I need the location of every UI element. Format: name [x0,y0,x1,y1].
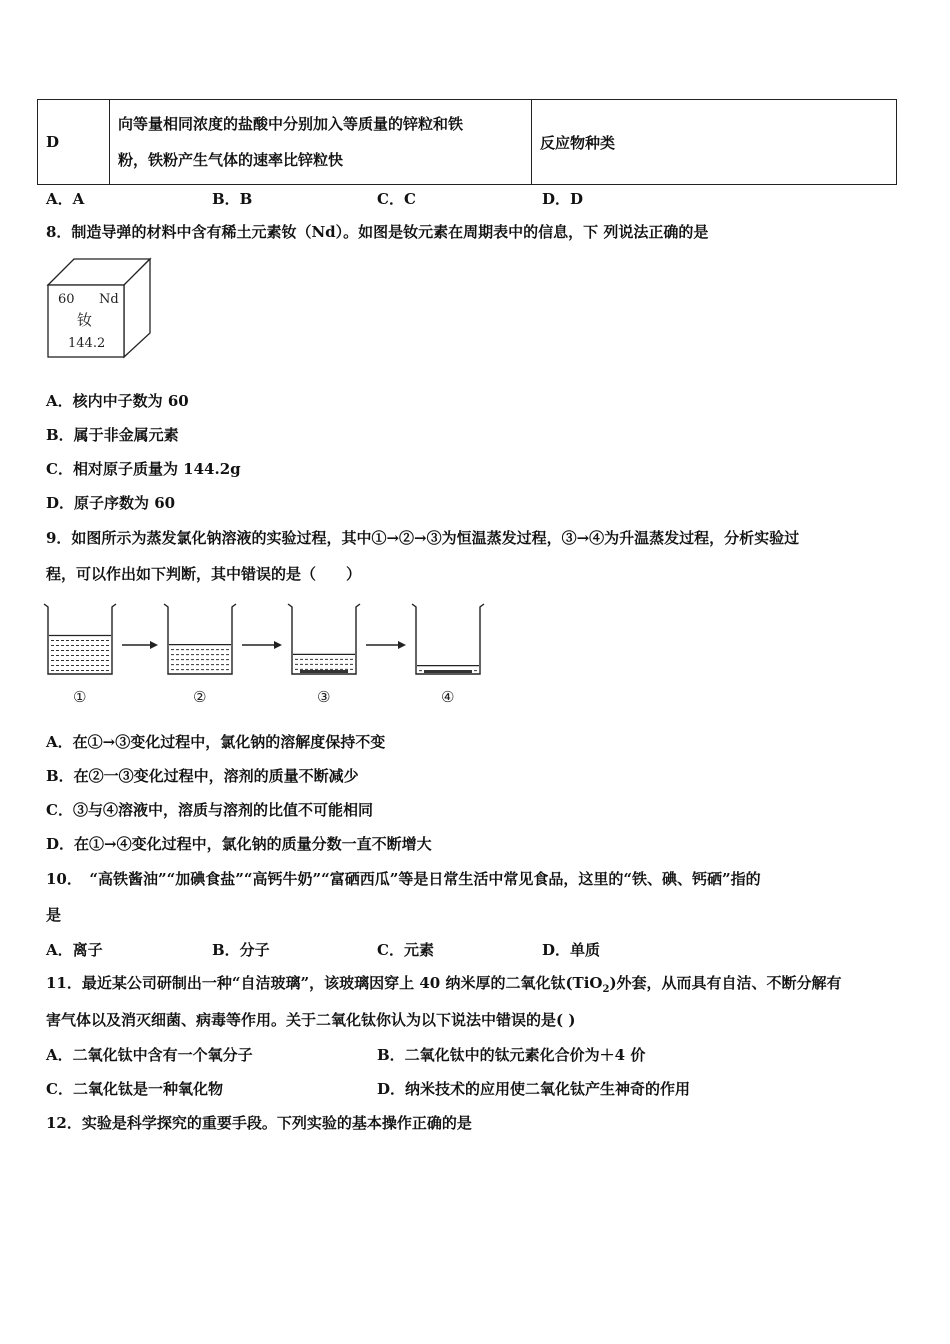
q9-option-b: B．在②一③变化过程中，溶剂的质量不断减少 [46,767,359,785]
q7-option-a: A．A [46,190,85,208]
q8-option-d: D．原子序数为 60 [46,494,176,512]
cell-text-line-2: 粉，铁粉产生气体的速率比锌粒快 [118,151,344,169]
crystal-deposit [424,670,472,673]
q7-option-d: D．D [542,190,584,208]
q7-option-b: B．B [212,190,253,208]
beaker-label: ① [73,688,87,706]
q10-stem-line-1: 10． “高铁酱油”“加碘食盐”“高钙牛奶”“富硒西瓜”等是日常生活中常见食品，这里的“铁、碘、钙硒”指的 [46,870,761,888]
q12-stem: 12．实验是科学探究的重要手段。下列实验的基本操作正确的是 [46,1114,472,1132]
table-cell-description [110,100,532,185]
q8-option-c: C．相对原子质量为 144.2g [46,460,241,478]
element-number: 60 [58,292,75,307]
q10-option-b: B．分子 [212,941,270,959]
q9-stem-line-1: 9．如图所示为蒸发氯化钠溶液的实验过程，其中①→②→③为恒温蒸发过程，③→④为升温蒸发过程，分析实验过 [46,529,800,547]
crystal-deposit [300,670,348,673]
solution [49,636,111,674]
q10-stem-line-2: 是 [46,906,62,924]
cell-text-line-1: 向等量相同浓度的盐酸中分别加入等质量的锌粒和铁 [118,115,464,133]
table-cell-factor: 反应物种类 [532,100,897,185]
table-row-label: D [38,100,110,185]
q11-stem-line-1 [46,973,842,1000]
beaker-label: ② [193,688,207,706]
q8-stem: 8．制造导弹的材料中含有稀土元素钕（Nd）。如图是钕元素在周期表中的信息，下 列说法正确的是 [46,223,709,241]
arrow-head [398,641,406,649]
q10-option-c: C．元素 [377,941,434,959]
element-symbol: Nd [99,292,119,307]
q9-option-a: A．在①→③变化过程中，氯化钠的溶解度保持不变 [46,733,386,751]
q11-stem-part-2: )外套，从而具有自洁、不断分解有 [609,974,842,992]
q7-option-c: C．C [377,190,416,208]
q9-option-d: D．在①→④变化过程中，氯化钠的质量分数一直不断增大 [46,835,432,853]
element-card-figure [44,255,156,361]
q11-stem-line-2: 害气体以及消灭细菌、病毒等作用。关于二氧化钛你认为以下说法中错误的是( ) [46,1011,576,1029]
q11-stem-part-1: 11．最近某公司研制出一种“自洁玻璃”，该玻璃因穿上 40 纳米厚的二氧化钛(TiO [46,974,603,992]
q11-option-b: B．二氧化钛中的钛元素化合价为＋4 价 [377,1046,646,1064]
element-mass: 144.2 [68,336,106,351]
q8-option-a: A．核内中子数为 60 [46,392,189,410]
q10-option-d: D．单质 [542,941,601,959]
evaporation-beakers-figure [40,598,500,710]
solution [169,645,231,673]
arrow-head [150,641,158,649]
q8-option-b: B．属于非金属元素 [46,426,179,444]
q11-option-a: A．二氧化钛中含有一个氧分子 [46,1046,253,1064]
q9-stem-line-2: 程，可以作出如下判断，其中错误的是（ ） [46,565,362,583]
q11-option-d: D．纳米技术的应用使二氧化钛产生神奇的作用 [377,1080,691,1098]
beaker-label: ③ [317,688,331,706]
beaker [412,604,484,674]
arrow-head [274,641,282,649]
table-row [38,100,897,185]
comparison-table [37,99,897,185]
q11-subscript: 2 [602,984,610,995]
q10-option-a: A．离子 [46,941,103,959]
q11-option-c: C．二氧化钛是一种氧化物 [46,1080,223,1098]
beaker-label: ④ [441,688,455,706]
element-name: 钕 [77,311,93,329]
q9-option-c: C．③与④溶液中，溶质与溶剂的比值不可能相同 [46,801,373,819]
